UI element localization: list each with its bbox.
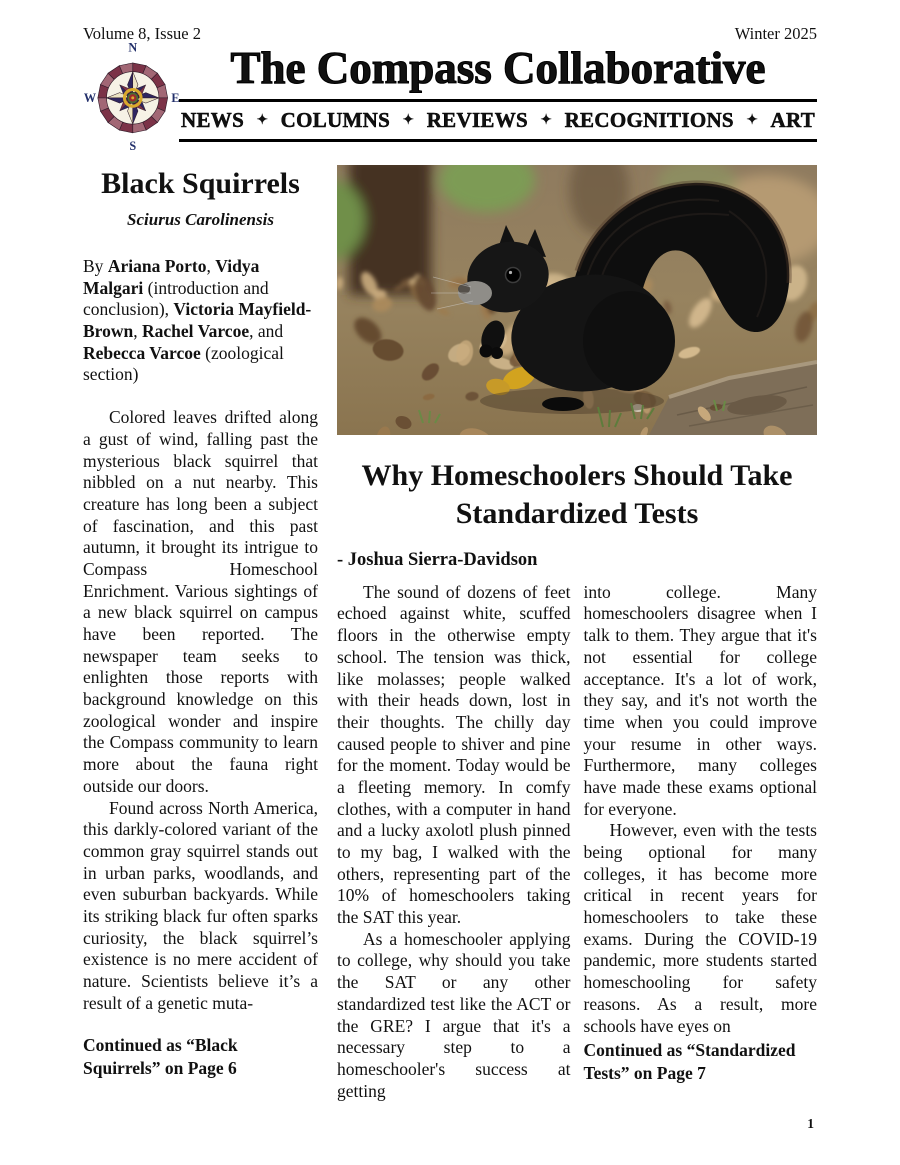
masthead-nav bbox=[179, 99, 817, 142]
volume-issue-label: Volume 8, Issue 2 bbox=[83, 24, 201, 43]
diamond-separator-icon: ✦ bbox=[402, 112, 415, 128]
page-number: 1 bbox=[807, 1116, 814, 1131]
author-name: Rebecca Varcoe bbox=[83, 342, 201, 363]
byline-text: By bbox=[83, 256, 108, 276]
standardized-tests-column-1 bbox=[337, 582, 571, 1103]
black-squirrels-title: Black Squirrels bbox=[101, 167, 300, 200]
masthead bbox=[0, 42, 900, 157]
paragraph: Found across North America, this darkly-colored variant of the common gray squirrel stands out in urban parks, woodlands, and even suburban backyards. While its striking black fur often sparks curiosity, the black squirrel’s existence is no mere accident of nature. Scientists believe it’s a result of a genetic muta- bbox=[83, 797, 318, 1013]
paragraph: Colored leaves drifted along a gust of wind, falling past the mysterious black squirrel that nibbled on a nut nearby. This creature has long been a subject of fascination, and this past autumn, it brought its intrigue to Compass Homeschool Enrichment. Various sightings of a new black squirrel on campus have been reported. The newspaper team seeks to enlighten those reports with background knowledge on this zoological wonder and inspire the Compass community to learn more about the fauna right outside our doors. bbox=[83, 407, 318, 796]
paragraph: However, even with the tests being optional for many colleges, it has become more critical in recent years for homeschoolers to take these exams. During the COVID-19 pandemic, more students started homeschooling for safety reasons. As a result, more schools have eyes on bbox=[583, 820, 817, 1036]
nav-item-news[interactable]: NEWS bbox=[181, 107, 245, 132]
svg-text:E: E bbox=[171, 90, 179, 105]
diamond-separator-icon: ✦ bbox=[746, 112, 759, 128]
squirrel-eye bbox=[506, 268, 521, 283]
diamond-separator-icon: ✦ bbox=[256, 112, 269, 128]
svg-text:N: N bbox=[128, 42, 138, 55]
byline-text: , and bbox=[249, 321, 284, 342]
author-name: Victoria Mayfield-Brown bbox=[83, 299, 312, 342]
squirrel-haunch bbox=[583, 291, 675, 391]
article-black-squirrels bbox=[83, 163, 318, 1102]
byline-text: , bbox=[133, 321, 142, 342]
standardized-tests-body-col2 bbox=[584, 582, 818, 1037]
byline-text: (introduction and conclusion), bbox=[83, 277, 269, 320]
nav-item-recognitions[interactable]: RECOGNITIONS bbox=[564, 107, 734, 132]
black-squirrels-byline bbox=[83, 256, 318, 386]
author-name: Rachel Varcoe bbox=[142, 321, 250, 342]
paragraph: into college. Many homeschoolers disagree when I talk to them. They argue that it's not essential for college acceptance. It's a lot of work, they say, and it's not worth the time when you could improve your resume in other ways. Furthermore, many colleges have made these exams optional for everyone. bbox=[583, 581, 817, 819]
nav-item-reviews[interactable]: REVIEWS bbox=[426, 107, 528, 132]
squirrel-paw bbox=[480, 345, 493, 358]
standardized-tests-byline: - Joshua Sierra-Davidson bbox=[337, 549, 538, 570]
right-region bbox=[337, 163, 817, 1102]
standardized-tests-columns bbox=[337, 582, 817, 1103]
issue-meta-row bbox=[0, 0, 900, 46]
squirrel-hind-foot bbox=[542, 397, 584, 411]
compass-rose-logo bbox=[83, 42, 179, 157]
author-name: Vidya Malgari bbox=[83, 256, 260, 298]
byline-text: (zoological section) bbox=[83, 342, 284, 385]
newsletter-title: The Compass Collaborative bbox=[230, 43, 766, 93]
byline-text: , bbox=[206, 256, 216, 276]
black-squirrel-photo-illustration bbox=[337, 165, 817, 435]
author-name: Ariana Porto bbox=[107, 256, 207, 276]
svg-text:W: W bbox=[83, 90, 97, 105]
standardized-tests-column-2 bbox=[584, 582, 818, 1103]
main-content bbox=[0, 157, 900, 1102]
black-squirrel-photo bbox=[337, 165, 817, 435]
season-label: Winter 2025 bbox=[734, 24, 817, 43]
diamond-separator-icon: ✦ bbox=[540, 112, 553, 128]
black-squirrels-body bbox=[83, 407, 318, 1014]
svg-text:S: S bbox=[129, 139, 137, 152]
compass-rose-icon bbox=[83, 42, 179, 152]
standardized-tests-title: Why Homeschoolers Should Take Standardized Tests bbox=[361, 459, 793, 531]
standardized-tests-continued-note: Continued as “Standardized Tests” on Page 7 bbox=[583, 1040, 796, 1083]
nav-item-art[interactable]: ART bbox=[770, 107, 815, 132]
nav-item-columns[interactable]: COLUMNS bbox=[280, 107, 391, 132]
paragraph: The sound of dozens of feet echoed against white, scuffed floors in the otherwise empty school. The tension was thick, like molasses; people walked with their heads down, lost in their thoughts. The chilly day caused people to shiver and pine for the moment. Today would be a fleeting memory. In comfy clothes, with a computer in hand and a lucky axolotl plush pinned to my bag, I walked with the others, representing part of the 10% of homeschoolers taking the SAT this year. bbox=[337, 581, 571, 928]
black-squirrels-continued-note: Continued as “Black Squirrels” on Page 6 bbox=[83, 1035, 238, 1078]
paragraph: As a homeschooler applying to college, why should you take the SAT or any other standardized test like the ACT or the GRE? I argue that it's a necessary step to a homeschooler's success at getting bbox=[337, 928, 571, 1101]
black-squirrels-subtitle: Sciurus Carolinensis bbox=[127, 210, 274, 229]
standardized-tests-body-col1 bbox=[337, 582, 571, 1103]
